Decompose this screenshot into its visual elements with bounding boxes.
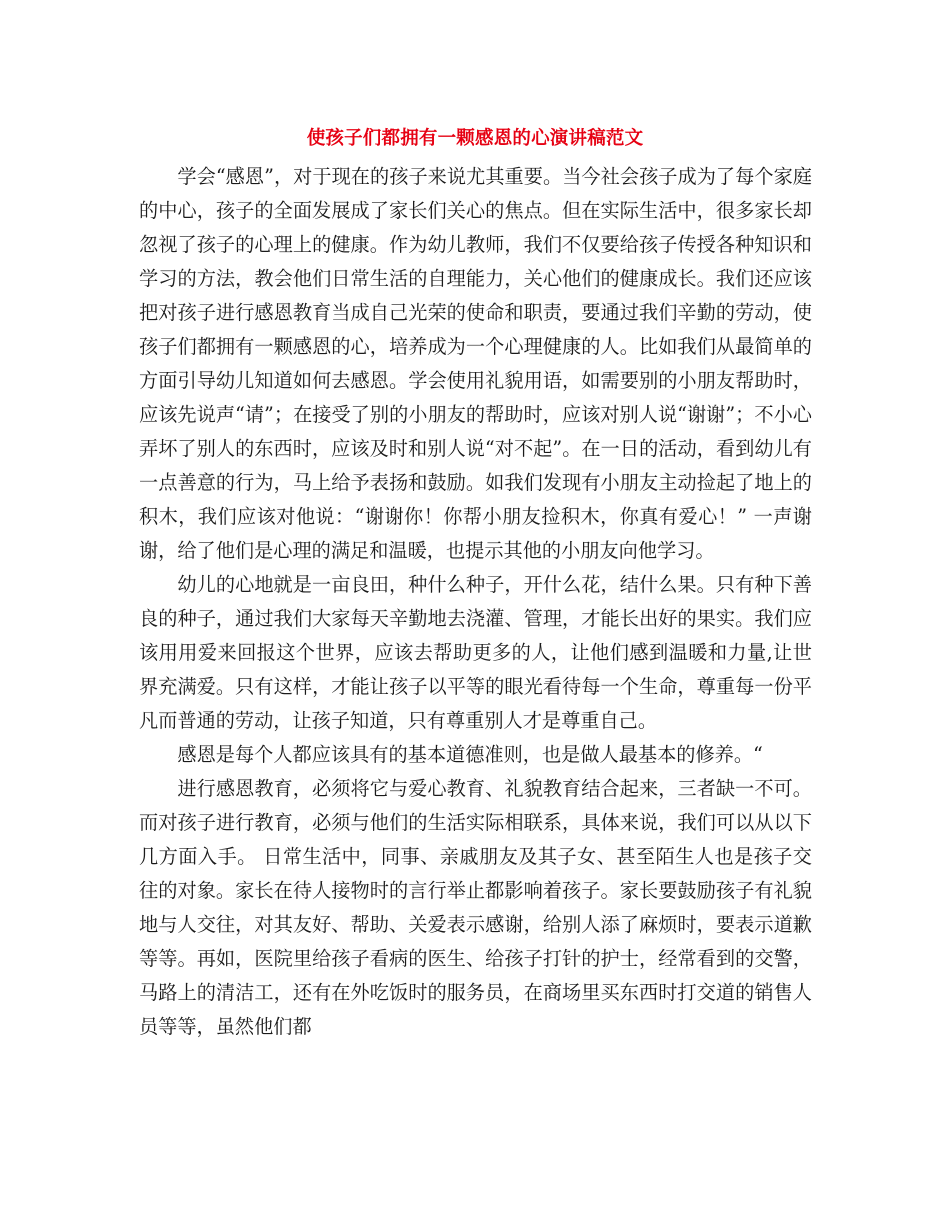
document-title: 使孩子们都拥有一颗感恩的心演讲稿范文 xyxy=(306,128,644,149)
document-body xyxy=(139,160,812,1044)
paragraph-1: 学会“感恩”，对于现在的孩子来说尤其重要。当今社会孩子成为了每个家庭的中心，孩子的全面发展成了家长们关心的焦点。但在实际生活中，很多家长却忽视了孩子的心理上的健康。作为幼儿教师，我们不仅要给孩子传授各种知识和学习的方法，教会他们日常生活的自理能力，关心他们的健康成长。我们还应该把对孩子进行感恩教育当成自己光荣的使命和职责，要通过我们辛勤的劳动，使孩子们都拥有一颗感恩的心，培养成为一个心理健康的人。比如我们从最简单的方面引导幼儿知道如何去感恩。学会使用礼貌用语，如需要别的小朋友帮助时，应该先说声“请”；在接受了别的小朋友的帮助时，应该对别人说“谢谢”；不小心弄坏了别人的东西时，应该及时和别人说“对不起”。在一日的活动，看到幼儿有一点善意的行为，马上给予表扬和鼓励。如我们发现有小朋友主动捡起了地上的积木，我们应该对他说：“谢谢你！你帮小朋友捡积木，你真有爱心！” 一声谢谢，给了他们是心理的满足和温暖，也提示其他的小朋友向他学习。 xyxy=(139,165,812,562)
paragraph-4: 进行感恩教育，必须将它与爱心教育、礼貌教育结合起来，三者缺一不可。而对孩子进行教育，必须与他们的生活实际相联系，具体来说，我们可以从以下几方面入手。 日常生活中，同事、亲戚朋友及其子女、甚至陌生人也是孩子交往的对象。家长在待人接物时的言行举止都影响着孩子。家长要鼓励孩子有礼貌地与人交往，对其友好、帮助、关爱表示感谢，给别人添了麻烦时，要表示道歉等等。再如，医院里给孩子看病的医生、给孩子打针的护士，经常看到的交警，马路上的清洁工，还有在外吃饭时的服务员，在商场里买东西时打交道的销售人员等等，虽然他们都 xyxy=(139,777,812,1038)
paragraph-2: 幼儿的心地就是一亩良田，种什么种子，开什么花，结什么果。只有种下善良的种子，通过我们大家每天辛勤地去浇灌、管理，才能长出好的果实。我们应该用用爱来回报这个世界，应该去帮助更多的人，让他们感到温暖和力量,让世界充满爱。只有这样，才能让孩子以平等的眼光看待每一个生命，尊重每一份平凡而普通的劳动，让孩子知道，只有尊重别人才是尊重自己。 xyxy=(139,573,812,732)
paragraph-3: 感恩是每个人都应该具有的基本道德准则，也是做人最基本的修养。“ xyxy=(177,743,763,766)
